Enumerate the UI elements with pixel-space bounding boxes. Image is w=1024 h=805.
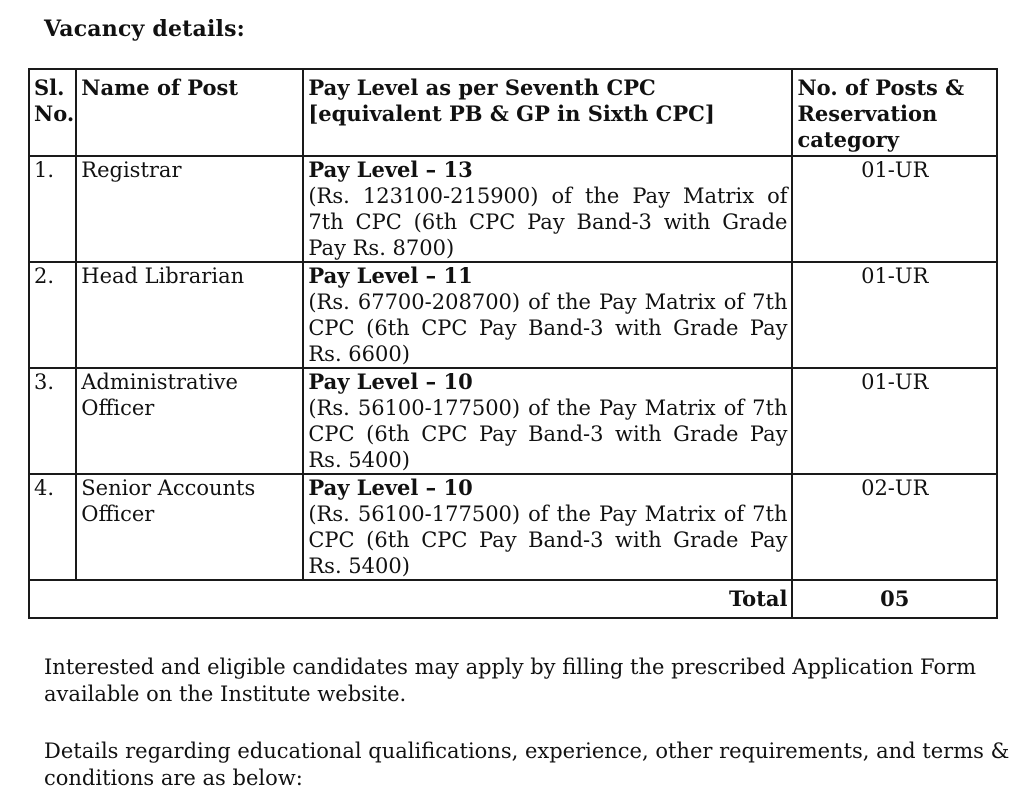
row-pay-cell	[303, 368, 792, 474]
table-row	[29, 156, 997, 262]
total-value: 05	[792, 580, 997, 618]
row-pay-level: Pay Level – 10	[308, 475, 473, 500]
row-posts: 01-UR	[792, 156, 997, 262]
row-pay-level: Pay Level – 13	[308, 157, 473, 182]
row-pay-level: Pay Level – 10	[308, 369, 473, 394]
row-pay-cell	[303, 262, 792, 368]
row-pay-description: (Rs. 56100-177500) of the Pay Matrix of 7th CPC (6th CPC Pay Band-3 with Grade Pay Rs. 5400)	[308, 396, 788, 472]
table-row	[29, 262, 997, 368]
row-posts: 01-UR	[792, 368, 997, 474]
row-pay-cell	[303, 156, 792, 262]
header-pay-level: Pay Level as per Seventh CPC [equivalent PB & GP in Sixth CPC]	[303, 69, 792, 156]
row-posts: 02-UR	[792, 474, 997, 580]
header-sl-no: Sl. No.	[29, 69, 76, 156]
row-pay-description: (Rs. 56100-177500) of the Pay Matrix of 7th CPC (6th CPC Pay Band-3 with Grade Pay Rs. 5400)	[308, 502, 788, 578]
row-pay-level: Pay Level – 11	[308, 263, 473, 288]
header-name-of-post: Name of Post	[76, 69, 303, 156]
total-label: Total	[29, 580, 792, 618]
table-header-row	[29, 69, 997, 156]
row-post-name: Registrar	[76, 156, 303, 262]
row-sl-no: 1.	[29, 156, 76, 262]
row-post-name: Head Librarian	[76, 262, 303, 368]
row-sl-no: 3.	[29, 368, 76, 474]
row-posts: 01-UR	[792, 262, 997, 368]
application-paragraph: Interested and eligible candidates may apply by filling the prescribed Application Form available on the Institute website.	[44, 655, 977, 706]
total-row	[29, 580, 997, 618]
row-pay-description: (Rs. 123100-215900) of the Pay Matrix of 7th CPC (6th CPC Pay Band-3 with Grade Pay Rs. 8700)	[308, 184, 788, 260]
row-sl-no: 4.	[29, 474, 76, 580]
row-pay-description: (Rs. 67700-208700) of the Pay Matrix of 7th CPC (6th CPC Pay Band-3 with Grade Pay Rs. 6600)	[308, 290, 788, 366]
header-posts-category: No. of Posts & Reservation category	[792, 69, 997, 156]
row-pay-cell	[303, 474, 792, 580]
vacancy-table	[28, 68, 998, 619]
table-row	[29, 368, 997, 474]
table-row	[29, 474, 997, 580]
row-post-name: Administrative Officer	[76, 368, 303, 474]
row-post-name: Senior Accounts Officer	[76, 474, 303, 580]
row-sl-no: 2.	[29, 262, 76, 368]
details-paragraph: Details regarding educational qualifications, experience, other requirements, and terms & conditions are as below:	[44, 739, 1010, 790]
section-heading: Vacancy details:	[44, 16, 246, 42]
